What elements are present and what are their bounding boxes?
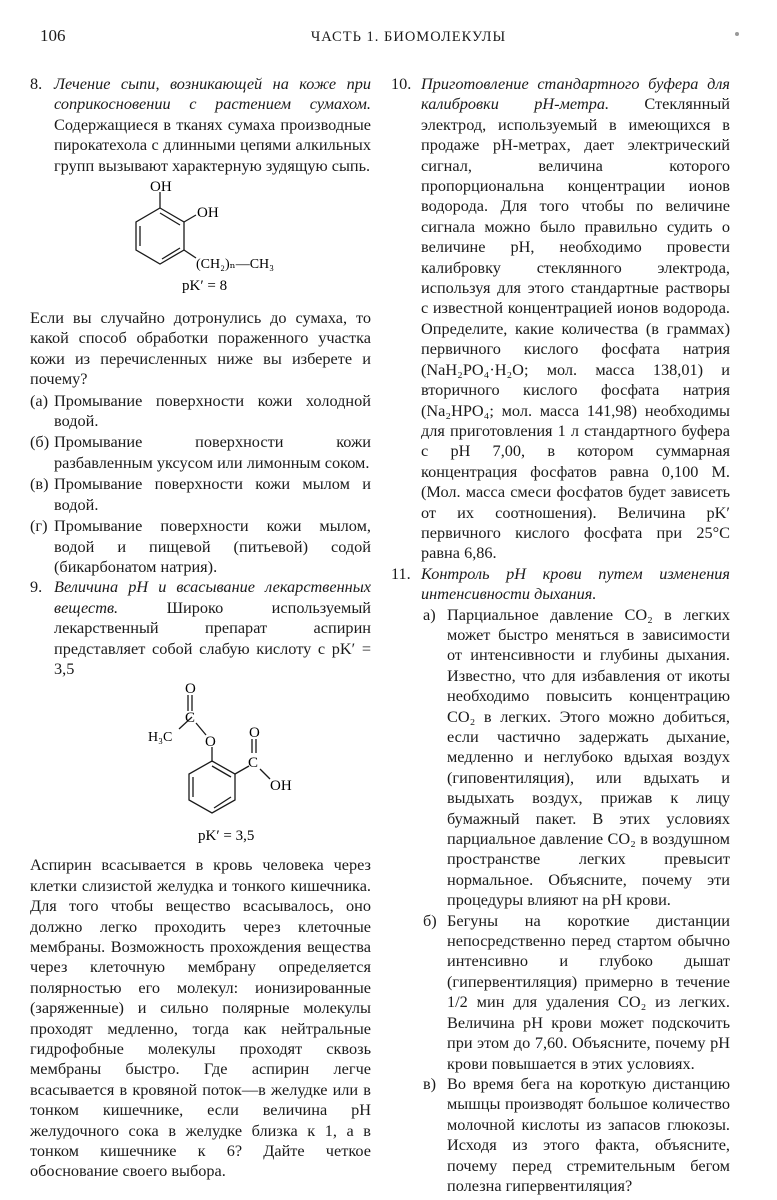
catechol-structure [30, 180, 371, 298]
label-chain: (CH₂)ₙ—CH₃ [196, 257, 275, 273]
option-label: (а) [30, 390, 49, 410]
option-a [30, 391, 371, 432]
option-text: Промывание поверхности кожи разбавленным уксусом или лимонным соком. [54, 432, 371, 472]
label-o-acid: O [249, 725, 260, 742]
label-pk: pK′ = 8 [182, 278, 228, 295]
option-b [30, 432, 371, 473]
part-label: в) [423, 1073, 437, 1093]
part-label: б) [423, 910, 437, 930]
option-text: Промывание поверхности кожи мылом и водой. [54, 474, 371, 514]
benzene-ring [189, 761, 235, 813]
option-v [30, 474, 371, 515]
label-oh: OH [270, 778, 292, 795]
running-header: ЧАСТЬ 1. БИОМОЛЕКУЛЫ [310, 29, 507, 45]
problem-9 [30, 577, 371, 679]
part-label: а) [423, 604, 436, 624]
option-text: Промывание поверхности кожи мылом, водой и пищевой (питьевой) содой (бикарбонатом натрия). [54, 516, 371, 576]
problem-title: Величина pH и всасывание лекарственных веществ. [54, 577, 371, 617]
problem-text: Стеклянный электрод, используемый в имеющихся в продаже pH-метрах, дает электрический сигнал, величина которого пропорциональна концентрации ионов водорода. Для того чтобы по величине сигнала можно было правильно судить о величине pH, необходимо провести калибровку стеклянного электрода, используя для этого стандартные растворы с известной концентрацией ионов водорода. Определите, какие количества (в граммах) первичного кислого фосфата натрия (NaH₂PO₄·H₂O; мол. масса 138,01) и вторичного кислого фосфата натрия (Na₂HPO₄; мол. масса 141,98) необходимы для приготовления 1 л стандартного буфера с pH 7,00, в котором суммарная концентрация фосфатов равна 0,100 М. (Мол. масса смеси фосфатов будет зависеть от их соотношения). Величина pK′ первичного кислого фосфата при 25°C равна 6,86. [421, 94, 730, 563]
part-text: Бегуны на короткие дистанции непосредственно перед стартом обычно интенсивно и глубоко дышат (гипервентиляция) примерно в течение 1/2 мин для удаления CO₂ из легких. Величина pH крови может подскочить при этом до 7,60. Объясните, почему pH крови повышается в этих условиях. [447, 910, 730, 1073]
label-h3c: H₃C [148, 730, 173, 746]
problem-body [54, 74, 371, 176]
problem-number: 9. [30, 577, 43, 597]
problem-text: Широко используемый лекарственный препарат аспирин представляет собой слабую кислоту с pK′ = 3,5 [54, 597, 371, 678]
problem-title: Приготовление стандартного буфера для калибровки pH-метра. [421, 74, 730, 114]
page-number: 106 [40, 26, 66, 45]
problem-number: 8. [30, 74, 43, 93]
label-pk: pK′ = 3,5 [198, 828, 255, 845]
problem-title: Лечение сыпи, возникающей на коже при соприкосновении с растением сумахом. [54, 74, 371, 114]
label-c2: C [248, 755, 259, 772]
label-oh-side: OH [197, 205, 219, 222]
problem-body [54, 577, 371, 679]
option-label: (б) [30, 432, 50, 452]
problem-number: 11. [391, 563, 411, 583]
bond-ring-cooh [235, 766, 249, 774]
margin-dot [735, 32, 739, 36]
part-a [421, 605, 730, 911]
option-text: Промывание поверхности кожи холодной водой. [54, 390, 371, 431]
bond-c-oh [260, 769, 270, 779]
problem-question: Если вы случайно дотронулись до сумаха, то какой способ обработки пораженного участка кожи из перечисленных ниже вы изберете и почему? [30, 308, 371, 389]
option-g [30, 516, 371, 577]
problem-number: 10. [391, 74, 412, 93]
option-label: (в) [30, 474, 49, 494]
benzene-ring [136, 208, 184, 264]
aspirin-structure [30, 683, 371, 845]
problem-9-continuation: Аспирин всасывается в кровь человека через клетки слизистой желудка и тонкого кишечника. Для того чтобы вещество всасывалось, оно должно легко проходить через клеточные мембраны. Возможность прохождения вещества через клеточную мембрану определяется полярностью его молекул: ионизированные (заряженные) и сильно полярные молекулы проходят медленно, тогда как нейтральные гидрофобные молекулы проходят сквозь мембраны быстро. Где аспирин легче всасывается в кровяной поток—в желудке или в тонком кишечнике, если величина pH желудочного сока в желудке близка к 1, а в тонком кишечнике к 6? Дайте четкое обоснование своего выбора. [30, 855, 371, 1181]
label-c1: C [185, 710, 196, 727]
label-oh-top: OH [150, 180, 172, 196]
left-column [30, 74, 371, 1182]
part-text: Во время бега на короткую дистанцию мышцы производят большое количество молочной кислоты из запасов глюкозы. Исходя из этого факта, объясните, почему перед стремительным бегом полезна гипервентиляция? [447, 1073, 730, 1195]
part-b [421, 911, 730, 1074]
part-v [421, 1074, 730, 1196]
option-label: (г) [30, 516, 48, 536]
part-text: Парциальное давление CO₂ в легких может быстро меняться в зависимости от интенсивности и глубины дыхания. Известно, что для избавления от икоты необходимо повысить концентрацию CO₂ в легких. Этого можно добиться, если частично задержать дыхание, медленно и неглубоко вдыхая воздух (гиповентиляция), или вдыхать и выдыхать воздух, прижав к лицу бумажный пакет. В этих условиях парциальное давление CO₂ в воздушном пространстве легких превысит нормальное. Объясните, почему эти процедуры влияют на pH крови. [447, 604, 730, 910]
right-column [391, 74, 730, 1196]
label-o-top: O [185, 683, 196, 698]
problem-title: Контроль pH крови путем изменения интенсивности дыхания. [421, 563, 730, 604]
problem-11 [391, 564, 730, 1197]
problem-text: Содержащиеся в тканях сумаха производные пирокатехола с длинными цепями алкильных групп вызывают характерную зудящую сыпь. [54, 114, 371, 175]
bond-chain [184, 250, 196, 258]
bond-oh-side [184, 215, 196, 222]
problem-8 [30, 74, 371, 176]
label-o-ester: O [205, 734, 216, 751]
problem-10 [391, 74, 730, 564]
problem-body [421, 74, 730, 564]
